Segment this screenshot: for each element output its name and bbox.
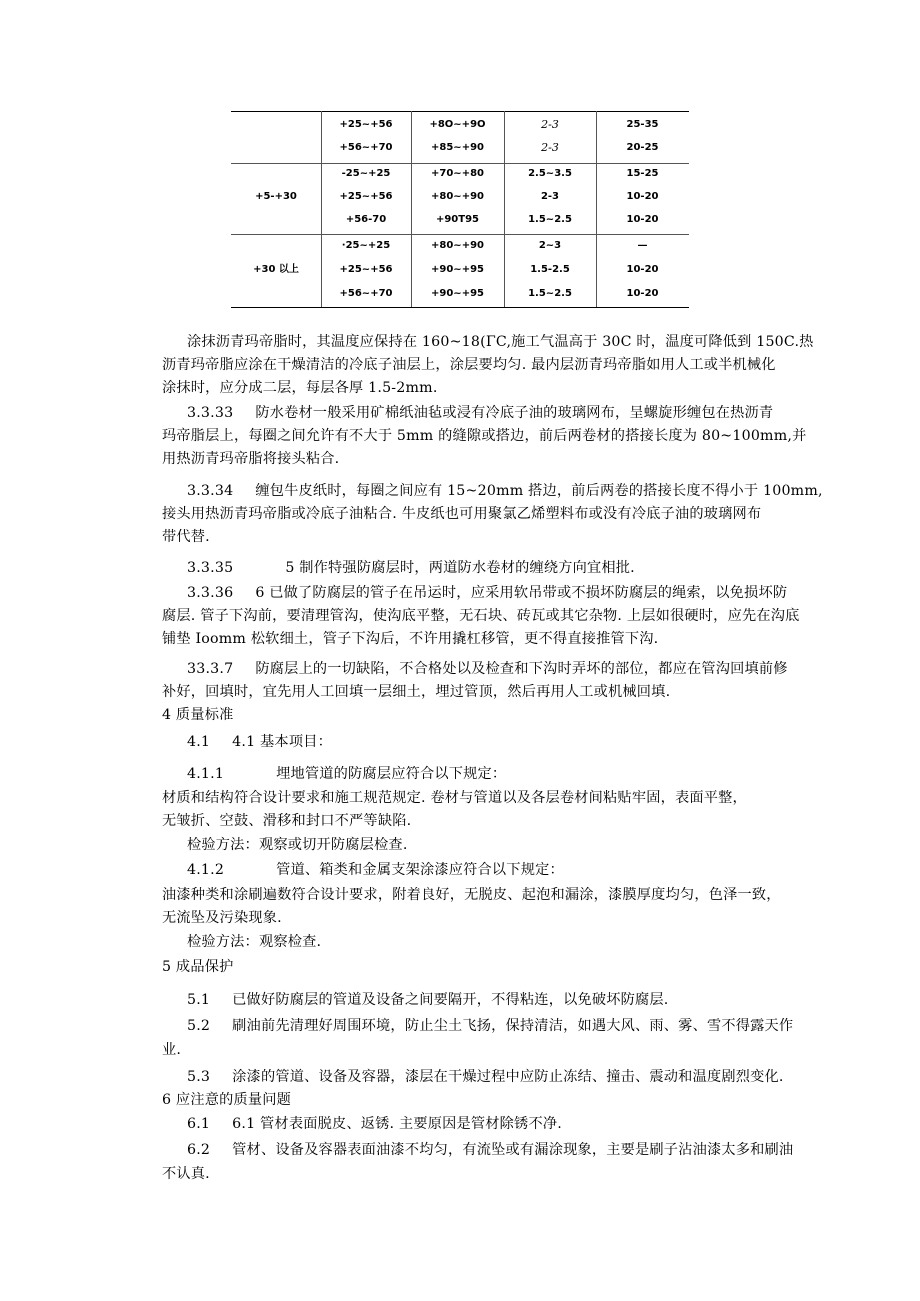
table-cell: ·25~+25 [341, 240, 391, 251]
clause-number: 3.3.35 [187, 560, 234, 576]
text-line: 不认真. [162, 1166, 210, 1182]
text-line: 涂抹时，应分成二层，每层各厚 1.5-2mm. [162, 380, 438, 396]
text-line [187, 859, 827, 882]
text-line [187, 557, 827, 580]
clause-number: 6.2 [187, 1142, 211, 1158]
clause-number: 3.3.34 [187, 483, 234, 499]
col-divider [596, 111, 597, 307]
text-line: 业. [162, 1042, 182, 1058]
table-cell: 20-25 [626, 142, 659, 153]
table-cell: +90T95 [435, 214, 480, 225]
col-divider [321, 111, 322, 307]
text-line: 补好，回填时，宜先用人工回填一层细土，埋过管顶，然后再用人工或机械回填. [162, 684, 671, 700]
section-heading: 4 质量标准 [162, 707, 234, 723]
text-line: 接头用热沥青玛帝脂或冷底子油粘合. 牛皮纸也可用聚氯乙烯塑料布或没有冷底子油的玻璃网布 [162, 506, 762, 522]
table-cell: 10-20 [626, 191, 659, 202]
clause-text: 5 制作特强防腐层时，两道防水卷材的缠绕方向宜相批. [285, 560, 635, 576]
text-line: 用热沥青玛帝脂将接头粘合. [162, 451, 340, 467]
text-line: 沥青玛帝脂应涂在干燥清洁的冷底子油层上，涂层要均匀. 最内层沥青玛帝脂如用人工或半机械化 [162, 357, 776, 373]
text-line [187, 989, 827, 1012]
table-cell: +8O~+9O [429, 119, 486, 130]
table-top-rule [231, 111, 689, 112]
table-cell: +85~+90 [431, 142, 484, 153]
text-line [187, 731, 827, 754]
clause-text: 防腐层上的一切缺陷，不合格处以及检查和下沟时弄坏的部位，都应在管沟回填前修 [255, 661, 788, 677]
clause-number: 3.3.36 [187, 585, 234, 601]
section-heading: 6 应注意的质量问题 [162, 1092, 292, 1108]
table-cell: +90~+95 [431, 264, 484, 275]
clause-number: 5.2 [187, 1018, 211, 1034]
clause-text: 已做好防腐层的管道及设备之间要隔开，不得粘连，以免破坏防腐层. [232, 992, 669, 1008]
table-cell: 10-20 [626, 214, 659, 225]
table-cell: 10-20 [626, 264, 659, 275]
table-cell: 2-3 [541, 118, 559, 131]
col-divider [411, 111, 412, 307]
table-cell: 2-3 [540, 191, 560, 202]
table-cell: -25~+25 [341, 168, 391, 179]
text-line [187, 1113, 827, 1136]
table-cell: +70~+80 [431, 168, 484, 179]
table-cell: 2~3 [538, 240, 562, 251]
table-cell: — [637, 240, 648, 251]
text-line: 铺垫 Ioomm 松软细土，管子下沟后，不许用撬杠移管，更不得直接推管下沟. [162, 631, 659, 647]
text-line [187, 1015, 827, 1038]
clause-text: 刷油前先清理好周围环境，防止尘土飞扬，保持清洁，如遇大风、雨、雾、雪不得露天作 [232, 1018, 794, 1034]
text-line: 玛帝脂层上，每圈之间允许有不大于 5mm 的缝隙或搭边，前后两卷材的搭接长度为 80~100mm,并 [162, 428, 807, 444]
clause-text: 4.1 基本项目： [232, 734, 332, 750]
text-line: 无皱折、空鼓、滑移和封口不严等缺陷. [162, 813, 412, 829]
text-line [187, 480, 827, 503]
text-line: 检验方法：观察或切开防腐层检查. [187, 837, 408, 853]
text-line [187, 763, 827, 786]
text-line [187, 582, 827, 605]
clause-number: 5.3 [187, 1069, 211, 1085]
clause-number: 4.1.2 [187, 862, 225, 878]
text-line: 无流坠及污染现象. [162, 910, 282, 926]
clause-text: 6.1 管材表面脱皮、返锈. 主要原因是管材除锈不净. [232, 1116, 562, 1132]
table-cell: +80~+90 [431, 240, 484, 251]
table-cell: 2.5~3.5 [528, 168, 572, 179]
table-cell: +56~+70 [339, 288, 393, 299]
clause-number: 4.1.1 [187, 766, 225, 782]
clause-number: 4.1 [187, 734, 211, 750]
table-cell: 1.5~2.5 [528, 288, 572, 299]
table-cell: 15-25 [626, 168, 659, 179]
table-cell: 10-20 [626, 288, 659, 299]
clause-number: 6.1 [187, 1116, 211, 1132]
text-line: 材质和结构符合设计要求和施工规范规定. 卷材与管道以及各层卷材间粘贴牢固，表面平整， [162, 790, 747, 806]
text-line [187, 658, 827, 681]
clause-text: 缠包牛皮纸时，每圈之间应有 15~20mm 搭边，前后两卷的搭接长度不得小于 100mm, [255, 483, 823, 499]
text-line [187, 1066, 827, 1089]
clause-text: 涂漆的管道、设备及容器，漆层在干燥过程中应防止冻结、撞击、震动和温度剧烈变化. [232, 1069, 784, 1085]
table-cell: +25~+56 [339, 264, 393, 275]
col-divider [504, 111, 505, 307]
text-line: 带代替. [162, 529, 210, 545]
table-cell: +56~+70 [339, 142, 393, 153]
group-label: +30 以上 [253, 264, 299, 275]
text-line: 油漆种类和涂刷遍数符合设计要求，附着良好，无脱皮、起泡和漏涂，漆膜厚度均匀，色泽一致， [162, 887, 781, 903]
text-line: 检验方法：观察检查. [187, 934, 322, 950]
clause-number: 33.3.7 [187, 661, 234, 677]
clause-text: 埋地管道的防腐层应符合以下规定： [276, 766, 507, 782]
section-heading: 5 成品保护 [162, 959, 234, 975]
table-cell: +90~+95 [431, 288, 484, 299]
text-line: 腐层. 管子下沟前，要清理管沟，使沟底平整，无石块、砖瓦或其它杂物. 上层如很硬时，应先在沟底 [162, 608, 800, 624]
text-line [187, 402, 827, 425]
clause-text: 管道、箱类和金属支架涂漆应符合以下规定： [276, 862, 564, 878]
text-line [187, 1139, 827, 1162]
table-cell: 2-3 [541, 141, 559, 154]
table-cell: 25-35 [626, 119, 659, 130]
group-divider [231, 234, 689, 235]
table-cell: +80~+90 [431, 191, 484, 202]
clause-text: 6 已做了防腐层的管子在吊运时，应采用软吊带或不损坏防腐层的绳索，以免损坏防 [255, 585, 788, 601]
group-label: +5-+30 [255, 191, 297, 202]
table-cell: 1.5-2.5 [530, 264, 570, 275]
text-line: 涂抹沥青玛帝脂时，其温度应保持在 160~18(ΓC,施工气温高于 30C 时，温度可降低到 150C.热 [187, 334, 814, 350]
clause-text: 管材、设备及容器表面油漆不均匀，有流坠或有漏涂现象，主要是刷子沾油漆太多和刷油 [232, 1142, 794, 1158]
clause-number: 5.1 [187, 992, 211, 1008]
clause-text: 防水卷材一般采用矿棉纸油毡或浸有冷底子油的玻璃网布，呈螺旋形缠包在热沥青 [255, 405, 774, 421]
table-cell: +25~+56 [339, 119, 393, 130]
table-cell: +25~+56 [339, 191, 393, 202]
group-divider [231, 163, 689, 164]
table-bottom-rule [231, 307, 689, 308]
table-cell: +56-70 [345, 214, 387, 225]
clause-number: 3.3.33 [187, 405, 234, 421]
table-cell: 1.5~2.5 [528, 214, 572, 225]
